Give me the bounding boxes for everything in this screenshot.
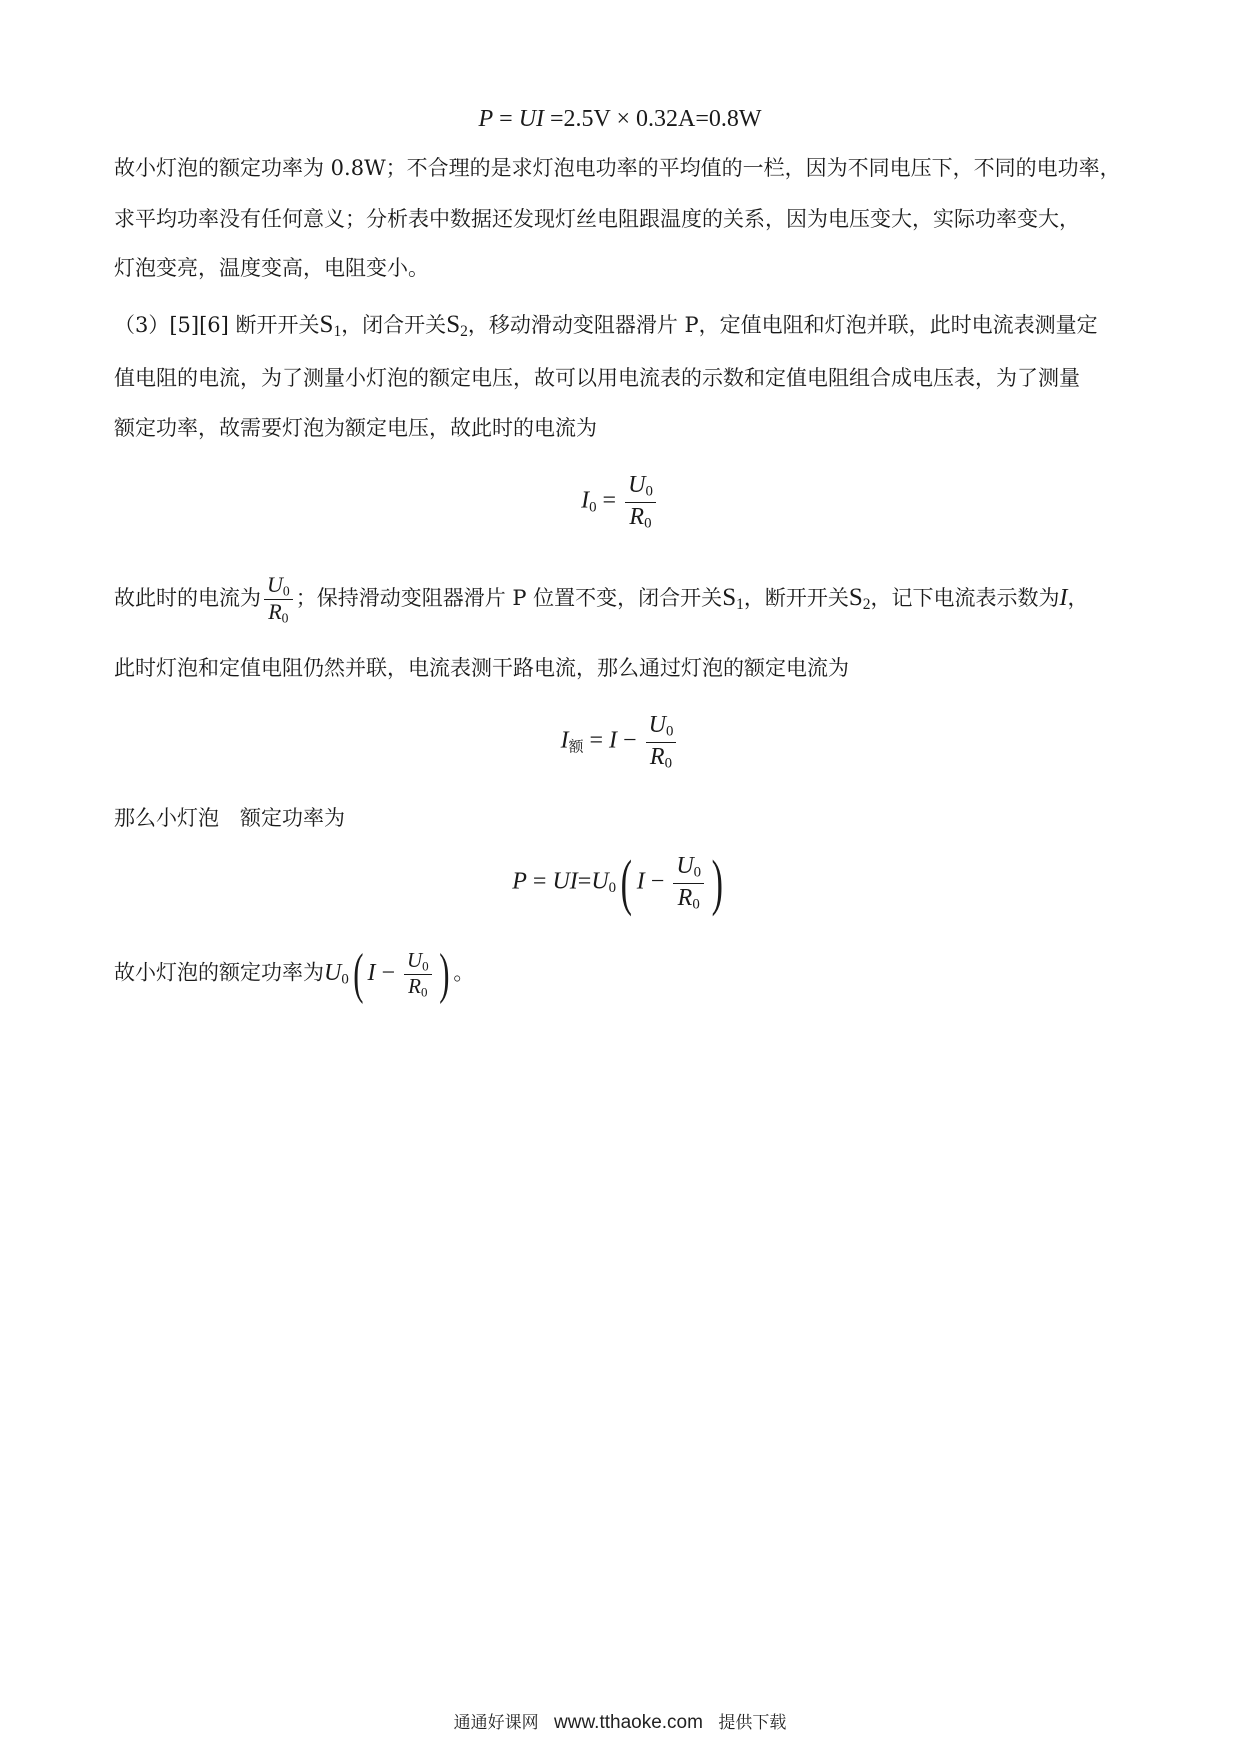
para4: 那么小灯泡 额定功率为	[114, 806, 345, 830]
para5: 故小灯泡的额定功率为$U_0$( I − $\frac{U_0}{R_0}$ ) 。	[114, 943, 475, 1005]
para2-line3: 额定功率，故需要灯泡为额定电压，故此时的电流为	[114, 416, 597, 440]
para3-line2: 此时灯泡和定值电阻仍然并联，电流表测干路电流，那么通过灯泡的额定电流为	[114, 656, 849, 680]
footer-url[interactable]: www.tthaoke.com	[554, 1712, 703, 1733]
para2-line1: （3）[5][6] 断开开关$S_1$，闭合开关$S_2$，移动滑动变阻器滑片 P，定值电阻和灯泡并联，此时电流表测量定	[114, 311, 1098, 340]
para1-line2: 求平均功率没有任何意义；分析表中数据还发现灯丝电阻跟温度的关系，因为电压变大，实际功率变大，	[114, 207, 1080, 231]
para2-line2: 值电阻的电流，为了测量小灯泡的额定电压，故可以用电流表的示数和定值电阻组合成电压表，为了测量	[114, 366, 1080, 390]
equation-power-calc: P = UI =2.5V × 0.32A=0.8W	[478, 106, 762, 132]
equation-i-rated: $I_额 = I$ − $\frac{U_0}{R_0}$	[0, 712, 1240, 772]
equation-i0: $I_0$ = $\frac{U_0}{R_0}$	[0, 472, 1240, 532]
equation-rated-power: $P = UI=U_0$( I − $\frac{U_0}{R_0}$ )	[512, 849, 724, 917]
para1-line3: 灯泡变亮，温度变高，电阻变小。	[114, 256, 429, 280]
footer	[0, 1708, 1240, 1734]
para3-line1: 故此时的电流为 $\frac{U_0}{R_0}$ ；保持滑动变阻器滑片 P 位置不变，闭合开关$S_1$，断开开关$S_2$，记下电流表示数为I，	[114, 572, 1089, 626]
footer-provided: 提供下载	[718, 1713, 787, 1733]
footer-site-name: 通通好课网	[453, 1713, 539, 1733]
para1-line1: 故小灯泡的额定功率为 0.8W；不合理的是求灯泡电功率的平均值的一栏，因为不同电压下，不同的电功率，	[114, 156, 1121, 180]
